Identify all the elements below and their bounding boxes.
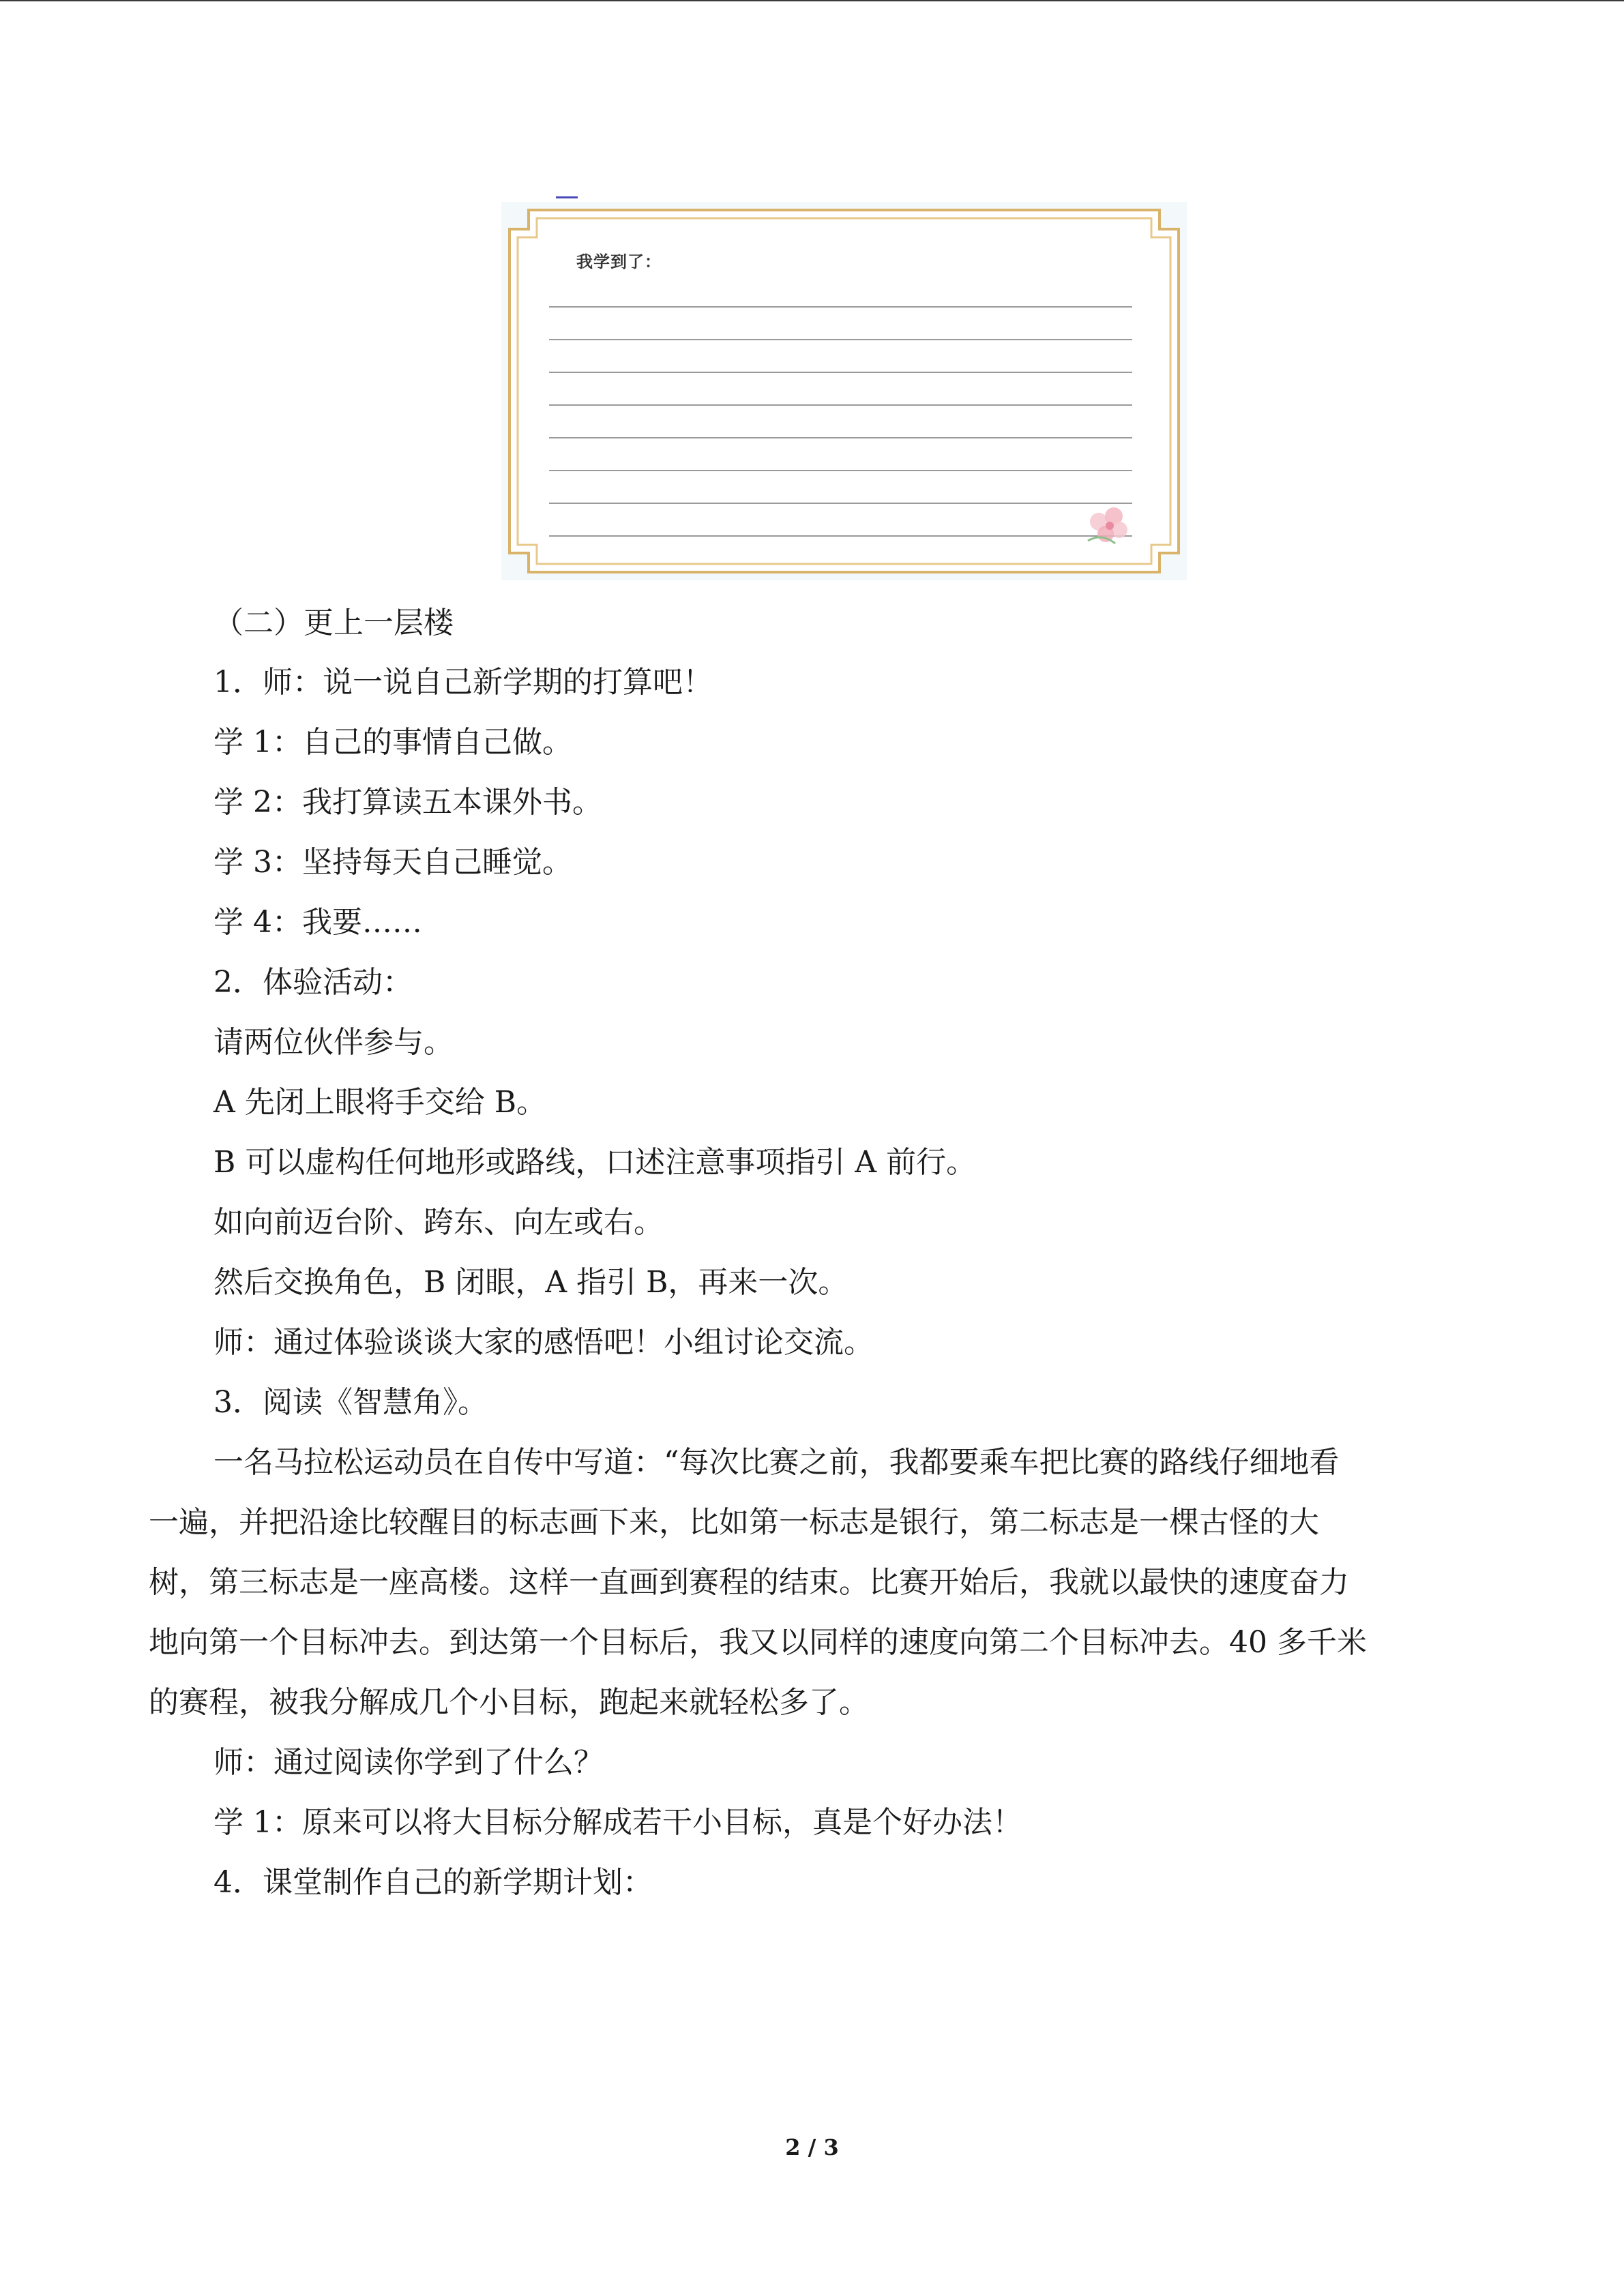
pen-mark [556,196,578,198]
story-line: 一遍，并把沿途比较醒目的标志画下来，比如第一标志是银行，第二标志是一棵古怪的大 [149,1505,1319,1540]
item-1: 1．师：说一说自己新学期的打算吧！ [213,665,713,700]
student-reply-4: 学 4：我要…… [213,905,422,940]
activity-line-1: 请两位伙伴参与。 [213,1025,454,1060]
activity-line-4: 如向前迈台阶、跨东、向左或右。 [213,1205,664,1240]
story-line: 地向第一个目标冲去。到达第一个目标后，我又以同样的速度向第二个目标冲去。40 多千米 [149,1625,1367,1660]
item-4: 4．课堂制作自己的新学期计划： [213,1865,653,1900]
student-reply-2: 学 2：我打算读五本课外书。 [213,785,602,820]
section-heading: （二）更上一层楼 [213,606,454,640]
activity-line-3: B 可以虚构任何地形或路线，口述注意事项指引 A 前行。 [213,1145,977,1180]
activity-line-5: 然后交换角色，B 闭眼，A 指引 B，再来一次。 [213,1265,848,1300]
page-top-rule [0,0,1624,1]
teacher-question: 师：通过阅读你学到了什么？ [213,1745,604,1780]
student-reply-3: 学 3：坚持每天自己睡觉。 [213,845,572,880]
story-paragraph [149,1433,1465,1733]
story-line: 一名马拉松运动员在自传中写道：“每次比赛之前，我都要乘车把比赛的路线仔细地看 [213,1445,1340,1480]
item-3: 3．阅读《智慧角》。 [213,1385,488,1420]
page-number: 2 / 3 [785,2134,839,2160]
story-line: 树，第三标志是一座高楼。这样一直画到赛程的结束。比赛开始后，我就以最快的速度奋力 [149,1565,1349,1600]
item-2: 2．体验活动： [213,965,413,1000]
student-answer: 学 1：原来可以将大目标分解成若干小目标，真是个好办法！ [213,1805,1022,1840]
learned-card-image [501,202,1187,580]
activity-line-2: A 先闭上眼将手交给 B。 [213,1085,547,1120]
student-reply-1: 学 1：自己的事情自己做。 [213,725,572,760]
activity-line-6: 师：通过体验谈谈大家的感悟吧！小组讨论交流。 [213,1325,874,1360]
story-line: 的赛程，被我分解成几个小目标，跑起来就轻松多了。 [149,1685,869,1720]
card-title: 我学到了： [576,252,662,271]
